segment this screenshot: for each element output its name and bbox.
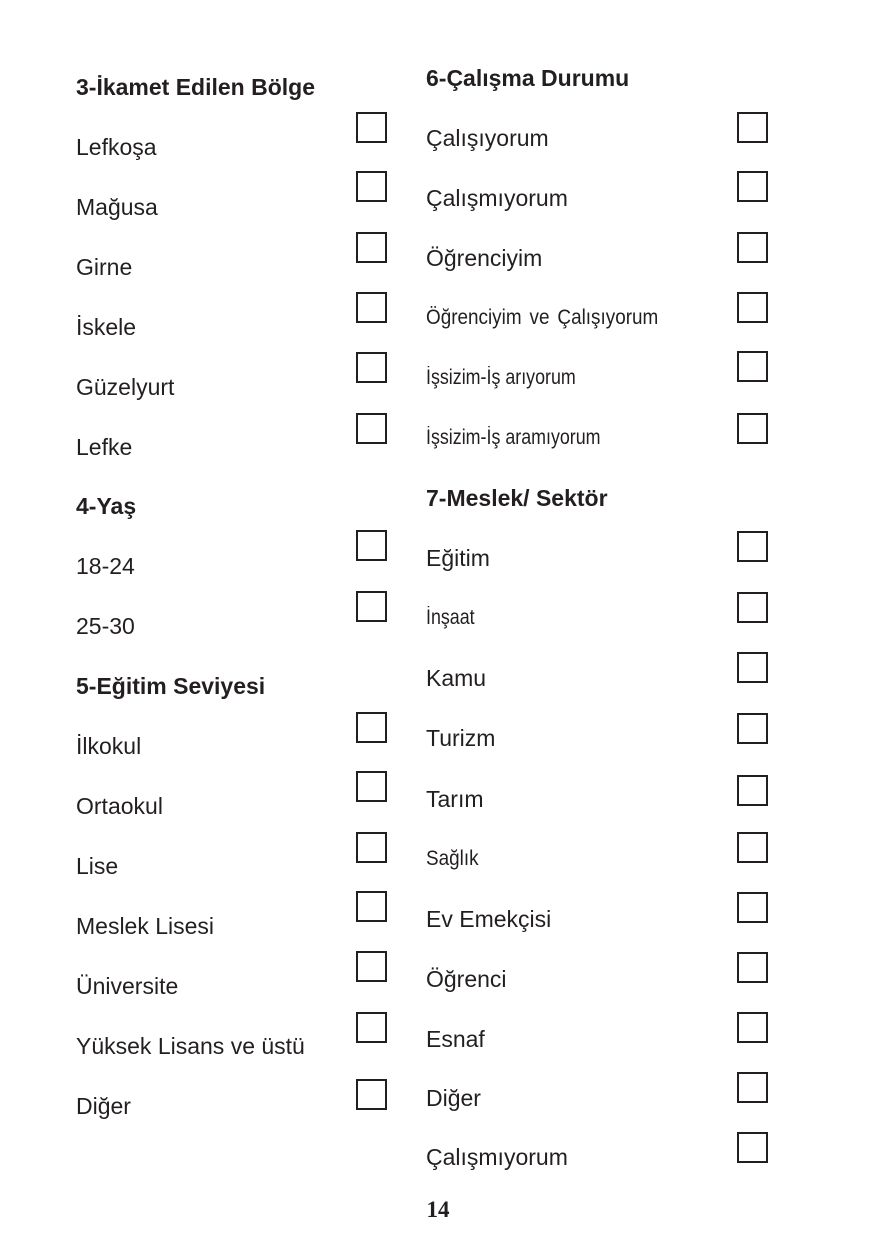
option-lefke-checkbox[interactable]: [356, 413, 387, 444]
option-ortaokul-checkbox[interactable]: [356, 771, 387, 802]
option-esnaf-label: Esnaf: [426, 1026, 485, 1052]
option-calismiyorum-sector-label: Çalışmıyorum: [426, 1144, 568, 1170]
option-ogrenciyim-checkbox[interactable]: [737, 232, 768, 263]
question-6-title: 6-Çalışma Durumu: [426, 65, 630, 91]
option-issizim-ariyorum-checkbox[interactable]: [737, 351, 768, 382]
option-esnaf-checkbox[interactable]: [737, 1012, 768, 1043]
option-25-30-label: 25-30: [76, 613, 135, 639]
option-ilkokul-label: İlkokul: [76, 733, 142, 759]
option-tarim-checkbox[interactable]: [737, 775, 768, 806]
option-tarim-label: Tarım: [426, 786, 484, 812]
option-25-30-checkbox[interactable]: [356, 591, 387, 622]
option-insaat-checkbox[interactable]: [737, 592, 768, 623]
option-iskele-label: İskele: [76, 314, 137, 340]
option-turizm-checkbox[interactable]: [737, 713, 768, 744]
option-ev-emekcisi-label: Ev Emekçisi: [426, 906, 552, 932]
option-issizim-ariyorum-label: İşsizim-İş arıyorum: [426, 366, 576, 389]
option-ogrenciyim-calisiyorum-label: Öğrenciyim ve Çalışıyorum: [426, 306, 659, 329]
question-3-title: 3-İkamet Edilen Bölge: [76, 74, 316, 100]
option-girne-label: Girne: [76, 254, 133, 280]
option-kamu-label: Kamu: [426, 665, 487, 691]
option-ogrenci-checkbox[interactable]: [737, 952, 768, 983]
option-magusa-label: Mağusa: [76, 194, 158, 220]
option-meslek-lisesi-checkbox[interactable]: [356, 891, 387, 922]
option-egitim-checkbox[interactable]: [737, 531, 768, 562]
option-calismiyorum-checkbox[interactable]: [737, 171, 768, 202]
option-magusa-checkbox[interactable]: [356, 171, 387, 202]
question-5-title: 5-Eğitim Seviyesi: [76, 673, 266, 699]
option-18-24-checkbox[interactable]: [356, 530, 387, 561]
option-yuksek-lisans-label: Yüksek Lisans ve üstü: [76, 1033, 305, 1059]
option-universite-label: Üniversite: [76, 973, 179, 999]
option-18-24-label: 18-24: [76, 553, 135, 579]
option-saglik-checkbox[interactable]: [737, 832, 768, 863]
option-lise-label: Lise: [76, 853, 119, 879]
option-diger-education-checkbox[interactable]: [356, 1079, 387, 1110]
option-calisiyorum-label: Çalışıyorum: [426, 125, 549, 151]
option-ogrenci-label: Öğrenci: [426, 966, 507, 992]
option-diger-sector-checkbox[interactable]: [737, 1072, 768, 1103]
option-lefke-label: Lefke: [76, 434, 133, 460]
option-girne-checkbox[interactable]: [356, 232, 387, 263]
option-saglik-label: Sağlık: [426, 847, 479, 870]
option-diger-sector-label: Diğer: [426, 1085, 481, 1111]
option-meslek-lisesi-label: Meslek Lisesi: [76, 913, 215, 939]
option-ogrenciyim-calisiyorum-checkbox[interactable]: [737, 292, 768, 323]
option-issizim-aramiyorum-checkbox[interactable]: [737, 413, 768, 444]
option-egitim-label: Eğitim: [426, 545, 490, 571]
option-lefkosa-checkbox[interactable]: [356, 112, 387, 143]
option-turizm-label: Turizm: [426, 725, 496, 751]
option-diger-education-label: Diğer: [76, 1093, 131, 1119]
option-lise-checkbox[interactable]: [356, 832, 387, 863]
option-ogrenciyim-label: Öğrenciyim: [426, 245, 543, 271]
option-calismiyorum-label: Çalışmıyorum: [426, 185, 568, 211]
option-iskele-checkbox[interactable]: [356, 292, 387, 323]
option-guzelyurt-checkbox[interactable]: [356, 352, 387, 383]
option-issizim-aramiyorum-label: İşsizim-İş aramıyorum: [426, 426, 601, 449]
option-guzelyurt-label: Güzelyurt: [76, 374, 175, 400]
option-ortaokul-label: Ortaokul: [76, 793, 163, 819]
option-yuksek-lisans-checkbox[interactable]: [356, 1012, 387, 1043]
option-ilkokul-checkbox[interactable]: [356, 712, 387, 743]
option-lefkosa-label: Lefkoşa: [76, 134, 157, 160]
option-insaat-label: İnşaat: [426, 606, 475, 629]
question-7-title: 7-Meslek/ Sektör: [426, 485, 608, 511]
option-universite-checkbox[interactable]: [356, 951, 387, 982]
option-calisiyorum-checkbox[interactable]: [737, 112, 768, 143]
page-number: 14: [426, 1197, 450, 1222]
option-calismiyorum-sector-checkbox[interactable]: [737, 1132, 768, 1163]
option-kamu-checkbox[interactable]: [737, 652, 768, 683]
question-4-title: 4-Yaş: [76, 493, 137, 519]
option-ev-emekcisi-checkbox[interactable]: [737, 892, 768, 923]
